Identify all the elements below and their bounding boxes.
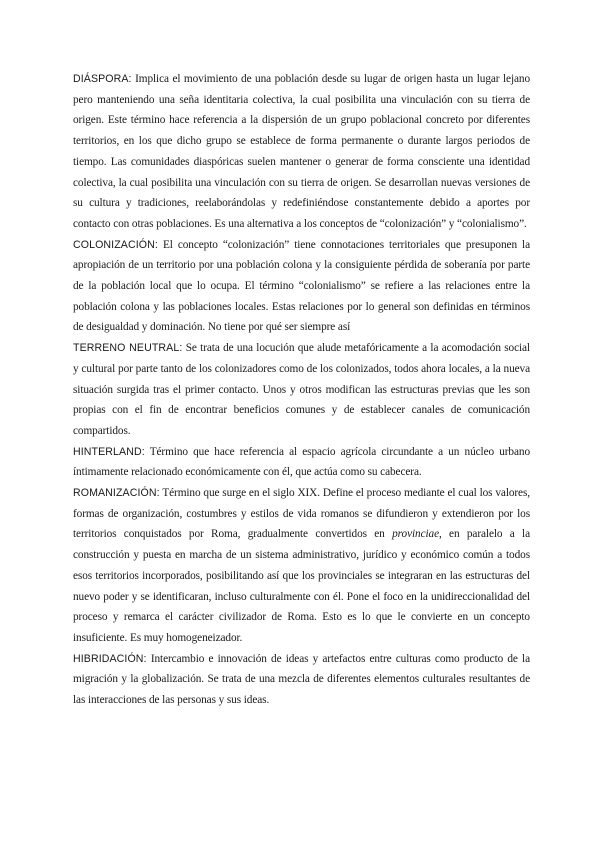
glossary-entry-diaspora bbox=[73, 69, 530, 235]
term-hibridacion: HIBRIDACIÓN: bbox=[73, 652, 147, 665]
definition-romanizacion-part1: Término que surge en el siglo XIX. Define el proceso mediante el cual los valores, formas de organización, costumbres y estilos de vida romanos se difundieron y extendieron por los territorios conquistados por Roma, gradualmente convertidos en bbox=[73, 487, 530, 541]
glossary-entry-romanizacion bbox=[73, 483, 530, 649]
term-terreno-neutral: TERRENO NEUTRAL: bbox=[73, 342, 183, 355]
glossary-body bbox=[73, 69, 530, 711]
definition-diaspora: Implica el movimiento de una población desde su lugar de origen hasta un lugar lejano pero manteniendo una seña identitaria colectiva, la cual posibilita una vinculación con su tierra de origen. Este término hace referencia a la dispersión de un grupo poblacional concreto por diferentes territorios, en los que dicho grupo se establece de forma permanente o durante largos periodos de tiempo. Las comunidades diaspóricas suelen mantener o generar de forma consciente una identidad colectiva, la cual posibilita una vinculación con su tierra de origen. Se desarrollan nuevas versiones de su cultura y tradiciones, reelaborándolas y redefiniéndose constantemente debido a aportes por contacto con otras poblaciones. Es una alternativa a los conceptos de “colonización” y “colonialismo”. bbox=[73, 73, 530, 230]
definition-romanizacion-italic: provinciae bbox=[392, 528, 439, 541]
term-diaspora: DIÁSPORA: bbox=[73, 73, 132, 85]
definition-hibridacion: Intercambio e innovación de ideas y artefactos entre culturas como producto de la migración y la globalización. Se trata de una mezcla de diferentes elementos culturales resultantes de las interacciones de las personas y sus ideas. bbox=[73, 652, 530, 707]
term-colonizacion: COLONIZACIÓN: bbox=[73, 238, 158, 251]
definition-romanizacion-part2: , en paralelo a la construcción y puesta en marcha de un sistema administrativo, jurídico y económico común a todos esos territorios incorporados, posibilitando así que los provinciales se integraran en las estructuras del nuevo poder y se identificaran, incluso culturalmente con él. Pone el foco en la unidireccionalidad del proceso y remarca el carácter civilizador de Roma. Esto es lo que le convierte en un concepto insuficiente. Es muy homogeneizador. bbox=[73, 528, 531, 644]
glossary-entry-colonizacion bbox=[73, 235, 530, 339]
glossary-entry-hibridacion bbox=[73, 649, 530, 711]
definition-terreno-neutral: Se trata de una locución que alude metafóricamente a la acomodación social y cultural por parte tanto de los colonizadores como de los colonizados, todos ahora locales, a la nueva situación surgida tras el primer contacto. Unos y otros modifican las estructuras previas que les son propias con el fin de encontrar beneficios comunes y de establecer canales de comunicación compartidos. bbox=[73, 342, 530, 437]
term-romanizacion: ROMANIZACIÓN: bbox=[73, 487, 160, 500]
glossary-entry-terreno-neutral bbox=[73, 338, 530, 442]
definition-hinterland: Término que hace referencia al espacio agrícola circundante a un núcleo urbano íntimamente relacionado económicamente con él, que actúa como su cabecera. bbox=[73, 445, 530, 479]
glossary-entry-hinterland bbox=[73, 442, 530, 483]
term-hinterland: HINTERLAND: bbox=[73, 445, 145, 458]
definition-colonizacion: El concepto “colonización” tiene connotaciones territoriales que presuponen la apropiación de un territorio por una población colona y la consiguiente pérdida de soberanía por parte de la población local que lo ocupa. El término “colonialismo” se refiere a las relaciones entre la población colona y las poblaciones locales. Estas relaciones por lo general son definidas en términos de desigualdad y dominación. No tiene por qué ser siempre así bbox=[73, 238, 530, 334]
